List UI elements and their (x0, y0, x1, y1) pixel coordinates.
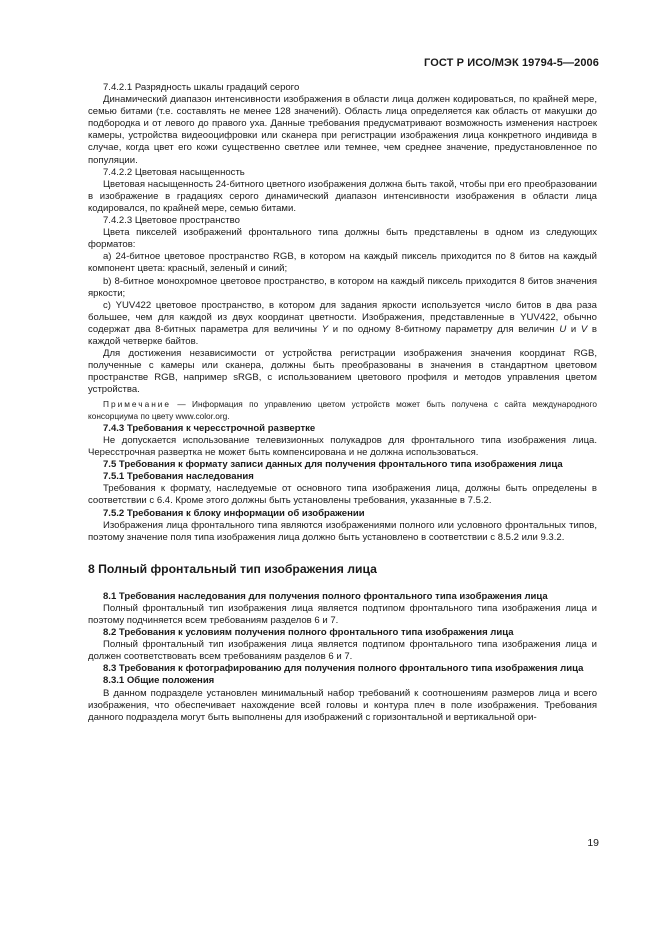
section-7-4-2-2-text: Цветовая насыщенность 24-битного цветного изображения должна быть такой, чтобы при его преобразовании в изображение в градациях серого динамический диапазон интенсивности изображения в области лица кодировался, по крайней мере, семью битами. (88, 178, 597, 214)
section-8-3-1-title: 8.3.1 Общие положения (103, 675, 215, 687)
list-item-b: b) 8-битное монохромное цветовое пространство, в котором на каждый пиксель приходится 8 битов значения яркости; (88, 275, 597, 299)
section-7-5-2-text: Изображения лица фронтального типа являются изображениями полного или условного фронтальных типов, поэтому значение поля типа изображения лица должно быть установлено в соответствии с 8.5.2 или 9.3.2. (88, 519, 597, 543)
section-8-1-title: 8.1 Требования наследования для получения полного фронтального типа изображения лица (103, 590, 548, 602)
section-7-4-2-3-text: Цвета пикселей изображений фронтального типа должны быть представлены в одном из следующих форматов: (88, 227, 597, 251)
list-item-c-part1: c) YUV422 цветовое пространство, в котором для задания яркости используется число битов в два раза большее, чем для каждой из двух координат цветности. Изображения, представленные в YUV422, обычно содержат два 8-битных параметра для величины (88, 299, 597, 335)
section-7-4-3-text: Не допускается использование телевизионных полукадров для фронтального типа изображения лица. Чересстрочная развертка не может быть компенсирована и не должна использоваться. (88, 434, 597, 459)
list-item-c-part3: и (566, 323, 581, 335)
section-7-4-2-1-text: Динамический диапазон интенсивности изображения в области лица должен кодироваться, по крайней мере, семью битами (т.е. составлять не менее 128 значений). Область лица определяется как область от макушки до подбородка и от левого до правого уха. Данные требования предусматривают возможность изменения настроек камеры, устройства видеооцифровки или сканера при регистрации изображения лица конкретного индивида в случае, когда цвет его кожи существенно светлее или темнее, чем среднее значение, предустановленное по популяции. (88, 94, 597, 166)
section-7-5-1-title: 7.5.1 Требования наследования (103, 471, 254, 483)
note-label: Примечание (103, 399, 172, 410)
section-7-4-2-3-title: 7.4.2.3 Цветовое пространство (103, 215, 240, 227)
section-8-heading: 8 Полный фронтальный тип изображения лица (88, 561, 377, 576)
list-item-a: а) 24-битное цветовое пространство RGB, в котором на каждый пиксель приходится по 8 битов на каждый компонент цвета: красный, зеленый и синий; (88, 251, 597, 275)
list-item-c-part4: в каждой четверке байтов. (88, 323, 598, 347)
section-7-5-title: 7.5 Требования к формату записи данных для получения фронтального типа изображения лица (103, 459, 563, 471)
section-7-4-2-2-title: 7.4.2.2 Цветовая насыщенность (103, 166, 245, 178)
section-8-1-text: Полный фронтальный тип изображения лица является подтипом фронтального типа изображения лица и поэтому подчиняется всем требованиям разделов 6 и 7. (88, 602, 597, 626)
page-number: 19 (587, 837, 599, 849)
variable-v: V (580, 323, 588, 335)
section-7-4-2-1-title: 7.4.2.1 Разрядность шкалы градаций серого (103, 82, 300, 93)
section-7-5-1-text: Требования к формату, наследуемые от основного типа изображения лица, должны быть определены в соответствии с 6.4. Кроме этого должны быть установлены требования, указанные в 7.5.2. (88, 483, 597, 507)
variable-y: Y (321, 323, 329, 335)
list-item-c (88, 300, 597, 348)
section-8-2-text: Полный фронтальный тип изображения лица является подтипом фронтального типа изображения лица и должен соответствовать всем требованиям разделов 6 и 7. (88, 639, 597, 663)
section-8-3-1-text: В данном подразделе установлен минимальный набор требований к соотношениям размеров лица и всего изображения, что обеспечивает нахождение всей головы и контура плеч в поле изображения. Требования данного подраздела могут быть выполнены для изображений с горизонтальной и вертикальной ори- (88, 687, 597, 723)
section-8-3-title: 8.3 Требования к фотографированию для получения полного фронтального типа изображения лица (103, 663, 584, 675)
variable-u: U (559, 323, 567, 335)
section-7-4-3-title: 7.4.3 Требования к чересстрочной развертке (103, 422, 316, 434)
section-8-2-title: 8.2 Требования к условиям получения полного фронтального типа изображения лица (103, 627, 514, 639)
page-content (88, 82, 597, 724)
note (88, 399, 597, 421)
list-item-c-part2: и по одному 8-битному параметру для величин (328, 323, 560, 335)
section-7-5-2-title: 7.5.2 Требования к блоку информации об изображении (103, 507, 365, 519)
note-text: — Информация по управлению цветом устройств может быть получена с сайта международного консорциума по цвету www.color.org. (88, 399, 597, 421)
document-header: ГОСТ Р ИСО/МЭК 19794-5—2006 (424, 57, 599, 69)
section-7-4-2-3-text2: Для достижения независимости от устройства регистрации изображения значения координат RGB, полученные с камеры или сканера, должны быть преобразованы в значения в стандартном цветовом пространстве RGB, например sRGB, с использованием цветового профиля и методов управления цветом устройства. (88, 348, 597, 396)
